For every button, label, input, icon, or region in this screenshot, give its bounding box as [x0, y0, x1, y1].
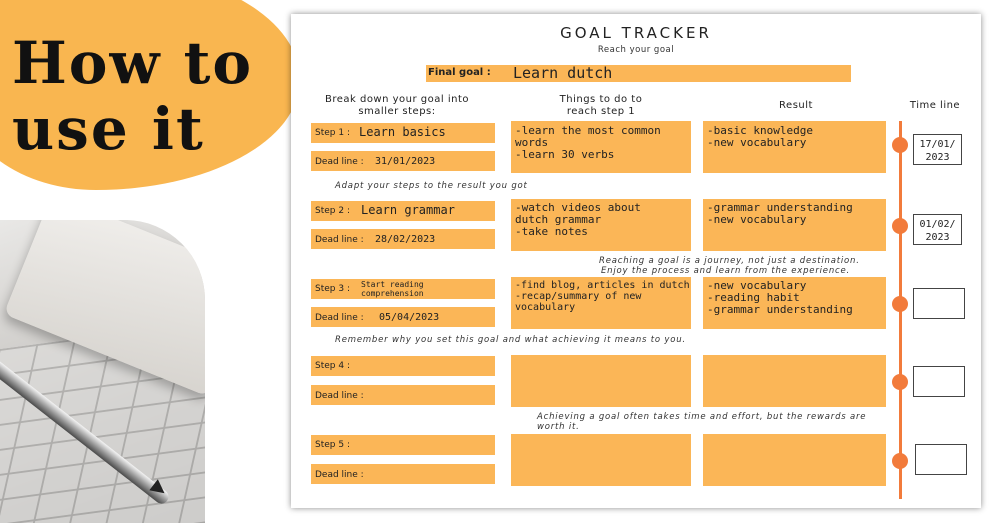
result-3-line: -reading habit	[707, 291, 800, 304]
result-1-text	[707, 125, 813, 149]
step-1-value: Learn basics	[359, 125, 446, 139]
result-3-text	[707, 280, 853, 316]
col-todo-header-line2: reach step 1	[566, 106, 636, 117]
result-3-line: -grammar understanding	[707, 303, 853, 316]
step-3-label: Step 3 :	[315, 284, 350, 294]
step-2-value: Learn grammar	[361, 203, 455, 217]
todo-1-line: -learn the most common	[515, 124, 661, 137]
todo-3-line: -find blog, articles in dutch	[515, 280, 690, 291]
todo-3-line: vocabulary	[515, 302, 576, 313]
col-timeline-header: Time line	[909, 100, 961, 111]
deadline-2-value: 28/02/2023	[375, 234, 436, 245]
headline	[12, 30, 262, 162]
timeline-date-5[interactable]	[915, 444, 967, 475]
todo-2-line: dutch grammar	[515, 213, 602, 226]
timeline-dot	[892, 296, 908, 312]
todo-3-line: -recap/summary of new	[515, 291, 642, 302]
deadline-1-value: 31/01/2023	[375, 156, 436, 167]
timeline-date-4[interactable]	[913, 366, 965, 397]
result-2-line: -new vocabulary	[707, 213, 807, 226]
result-1-line: -basic knowledge	[707, 124, 813, 137]
final-goal-value: Learn dutch	[513, 64, 613, 82]
todo-5-box[interactable]	[511, 434, 691, 486]
quote-2-line1: Reaching a goal is a journey, not just a destination.	[599, 256, 860, 266]
quote-4-line1: Achieving a goal often takes time and effort, but the rewards are	[537, 412, 867, 422]
todo-1-line: -learn 30 verbs	[515, 148, 615, 161]
timeline-date-2-line: 01/02/	[919, 219, 956, 230]
deadline-3-label: Dead line :	[315, 313, 364, 323]
timeline-dot	[892, 137, 908, 153]
todo-1-line: words	[515, 136, 549, 149]
step-2-label: Step 2 :	[315, 206, 350, 216]
todo-1-text	[515, 125, 661, 161]
deadline-3-value: 05/04/2023	[379, 312, 440, 323]
deadline-1-label: Dead line :	[315, 157, 364, 167]
result-2-text	[707, 202, 853, 226]
timeline-date-1[interactable]	[913, 134, 962, 165]
col-todo-header	[511, 94, 691, 118]
result-5-box[interactable]	[703, 434, 886, 486]
goal-tracker-sheet	[291, 14, 981, 508]
col-steps-header-line2: smaller steps:	[358, 106, 436, 117]
timeline-date-2[interactable]	[913, 214, 962, 245]
quote-2-line2: Enjoy the process and learn from the experience.	[601, 266, 851, 276]
todo-2-text	[515, 202, 641, 238]
quote-1: Adapt your steps to the result you got	[335, 181, 528, 191]
todo-2-line: -watch videos about	[515, 201, 641, 214]
timeline-dot	[892, 453, 908, 469]
quote-4-line2: worth it.	[537, 422, 580, 432]
result-3-line: -new vocabulary	[707, 279, 807, 292]
timeline-date-3[interactable]	[913, 288, 965, 319]
result-4-box[interactable]	[703, 355, 886, 407]
step-3-value-line: comprehension	[361, 289, 424, 298]
deadline-2-label: Dead line :	[315, 235, 364, 245]
headline-line-2: use it	[12, 95, 205, 163]
step-4-label: Step 4 :	[315, 361, 350, 371]
sheet-title: GOAL TRACKER	[560, 24, 712, 42]
result-1-line: -new vocabulary	[707, 136, 807, 149]
todo-2-line: -take notes	[515, 225, 588, 238]
timeline-date-1-line: 17/01/	[919, 139, 956, 150]
final-goal-label: Final goal :	[428, 67, 491, 78]
col-todo-header-line1: Things to do to	[559, 94, 643, 105]
sheet-subtitle: Reach your goal	[597, 45, 675, 55]
deadline-4-label: Dead line :	[315, 391, 364, 401]
timeline-date-1-line: 2023	[925, 152, 950, 163]
todo-3-text	[515, 280, 690, 313]
col-steps-header	[311, 94, 483, 118]
pen-keyboard-photo	[0, 220, 205, 523]
timeline-dot	[892, 218, 908, 234]
result-2-line: -grammar understanding	[707, 201, 853, 214]
step-1-label: Step 1 :	[315, 128, 350, 138]
col-steps-header-line1: Break down your goal into	[324, 94, 470, 105]
col-result-header: Result	[779, 100, 813, 111]
step-3-value-line: Start reading	[361, 280, 424, 289]
timeline-dot	[892, 374, 908, 390]
deadline-5-label: Dead line :	[315, 470, 364, 480]
step-5-label: Step 5 :	[315, 440, 350, 450]
headline-line-1: How to	[12, 29, 254, 97]
timeline-date-2-line: 2023	[925, 232, 950, 243]
quote-3: Remember why you set this goal and what achieving it means to you.	[335, 335, 686, 345]
step-3-value	[361, 280, 424, 298]
todo-4-box[interactable]	[511, 355, 691, 407]
